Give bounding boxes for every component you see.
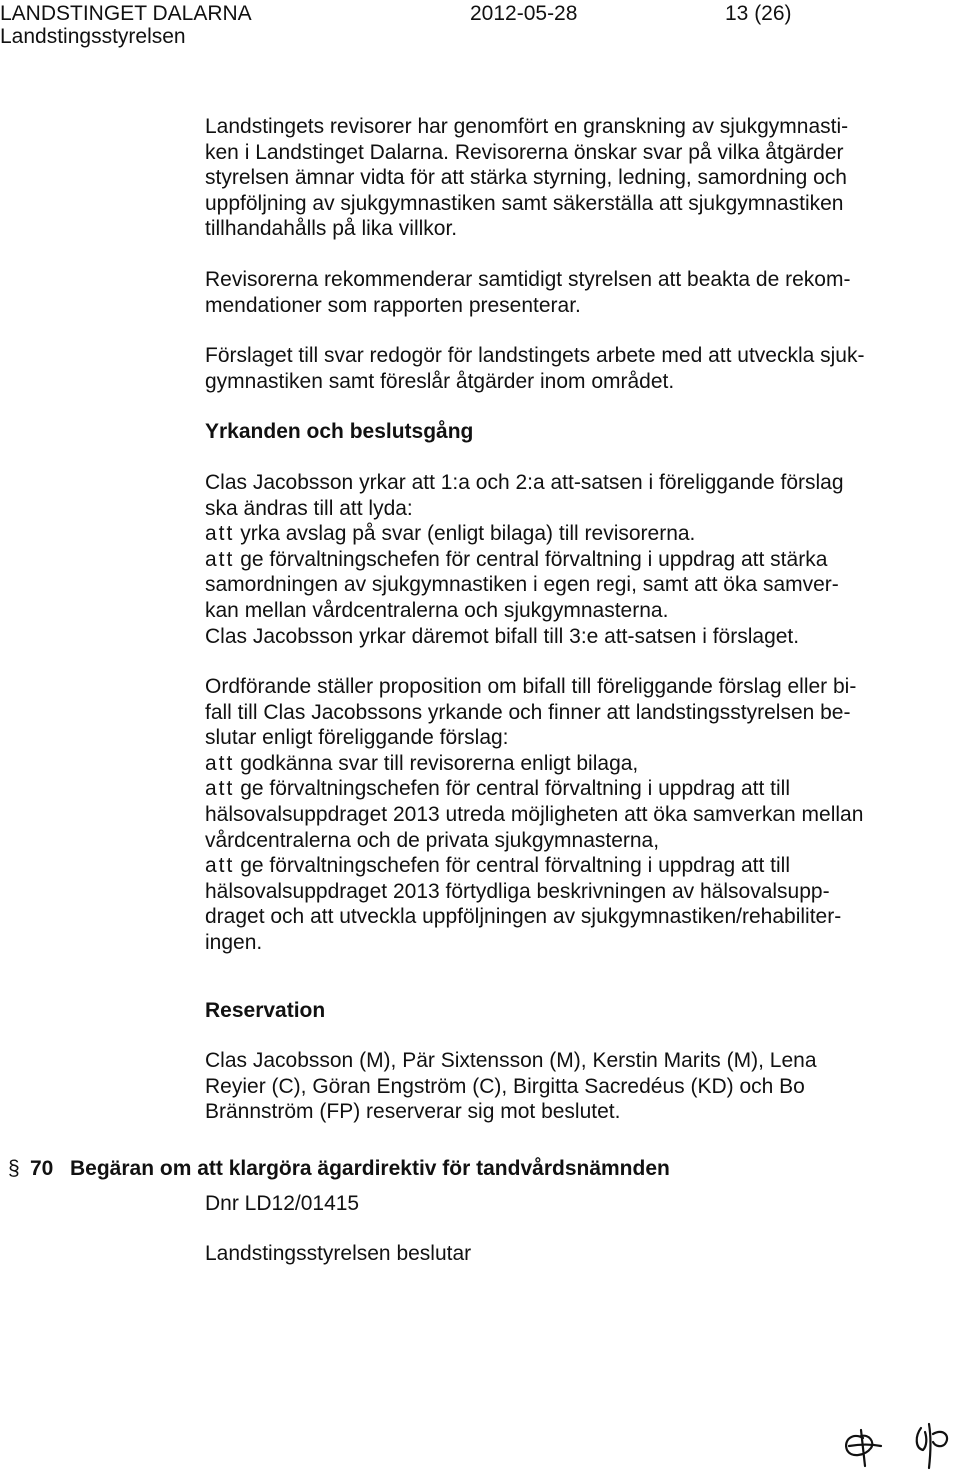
att-clause xyxy=(205,751,945,777)
text-line: Clas Jacobsson (M), Pär Sixtensson (M), Kerstin Marits (M), Lena xyxy=(205,1049,817,1073)
page-header xyxy=(0,0,960,60)
text-line: gymnastiken samt föreslår åtgärder inom området. xyxy=(205,369,675,393)
att-marker: att xyxy=(205,522,235,546)
text-line: Reyier (C), Göran Engström (C), Birgitta Sacredéus (KD) och Bo xyxy=(205,1074,805,1098)
section-heading: Yrkanden och beslutsgång xyxy=(205,420,474,444)
text-line: Brännström (FP) reserverar sig mot beslutet. xyxy=(205,1100,621,1124)
att-marker: att xyxy=(205,777,235,801)
text-line: Förslaget till svar redogör för landstingets arbete med att utveckla sjuk- xyxy=(205,344,865,368)
text-line: uppföljning av sjukgymnastiken samt säkerställa att sjukgymnastiken xyxy=(205,191,844,215)
text-line: hälsovalsuppdraget 2013 utreda möjligheten att öka samverkan mellan xyxy=(205,803,864,827)
body-name: Landstingsstyrelsen xyxy=(0,25,186,48)
clause-text: ge förvaltningschefen för central förvaltning i uppdrag att till xyxy=(240,777,791,801)
page-number: 13 (26) xyxy=(725,2,792,25)
text-line: tillhandahålls på lika villkor. xyxy=(205,217,458,241)
text-line: ingen. xyxy=(205,931,263,955)
org-name: LANDSTINGET DALARNA xyxy=(0,2,252,25)
section-number: 70 xyxy=(30,1157,54,1180)
section-heading: Reservation xyxy=(205,998,326,1022)
att-clause xyxy=(205,776,945,802)
text-line: Landstingets revisorer har genomfört en granskning av sjukgymnasti- xyxy=(205,115,849,138)
text-line: mendationer som rapporten presenterar. xyxy=(205,293,581,317)
att-marker: att xyxy=(205,751,235,775)
section-title-text: Begäran om att klargöra ägardirektiv för tandvårdsnämnden xyxy=(70,1157,670,1180)
att-clause xyxy=(205,521,945,547)
text-line: draget och att utveckla uppföljningen av sjukgymnastiken/rehabiliter- xyxy=(205,905,842,929)
text-line: Clas Jacobsson yrkar däremot bifall till 3:e att-satsen i förslaget. xyxy=(205,624,800,648)
text-line: hälsovalsuppdraget 2013 förtydliga beskrivningen av hälsovalsupp- xyxy=(205,879,830,903)
att-clause xyxy=(205,853,945,879)
text-line: ken i Landstinget Dalarna. Revisorerna önskar svar på vilka åtgärder xyxy=(205,140,844,164)
text-line: styrelsen ämnar vidta för att stärka styrning, ledning, samordning och xyxy=(205,166,847,190)
document-body xyxy=(205,114,945,1125)
text-line: slutar enligt föreliggande förslag: xyxy=(205,726,509,750)
section-title xyxy=(8,1154,670,1184)
clause-text: ge förvaltningschefen för central förvaltning i uppdrag att till xyxy=(240,854,791,878)
text-line: fall till Clas Jacobssons yrkande och finner att landstingsstyrelsen be- xyxy=(205,700,851,724)
att-marker: att xyxy=(205,547,235,571)
diary-number: Dnr LD12/01415 xyxy=(205,1192,360,1215)
clause-text: yrka avslag på svar (enligt bilaga) till revisorerna. xyxy=(240,522,696,546)
document-date: 2012-05-28 xyxy=(470,2,578,25)
text-line: samordningen av sjukgymnastiken i egen regi, samt att öka samver- xyxy=(205,573,839,597)
clause-text: ge förvaltningschefen för central förvaltning i uppdrag att stärka xyxy=(240,547,828,571)
text-line: vårdcentralerna och de privata sjukgymnasterna, xyxy=(205,828,660,852)
att-marker: att xyxy=(205,854,235,878)
decision-intro: Landstingsstyrelsen beslutar xyxy=(205,1242,472,1265)
text-line: Ordförande ställer proposition om bifall till föreliggande förslag eller bi- xyxy=(205,675,857,699)
clause-text: godkänna svar till revisorerna enligt bilaga, xyxy=(240,751,639,775)
text-line: Revisorerna rekommenderar samtidigt styrelsen att beakta de rekom- xyxy=(205,267,851,291)
text-line: ska ändras till att lyda: xyxy=(205,496,413,520)
handwritten-initials xyxy=(835,1410,960,1472)
paragraph-sign: § xyxy=(8,1157,20,1180)
text-line: kan mellan vårdcentralerna och sjukgymnasterna. xyxy=(205,598,669,622)
att-clause xyxy=(205,547,945,573)
text-line: Clas Jacobsson yrkar att 1:a och 2:a att-satsen i föreliggande förslag xyxy=(205,470,844,494)
